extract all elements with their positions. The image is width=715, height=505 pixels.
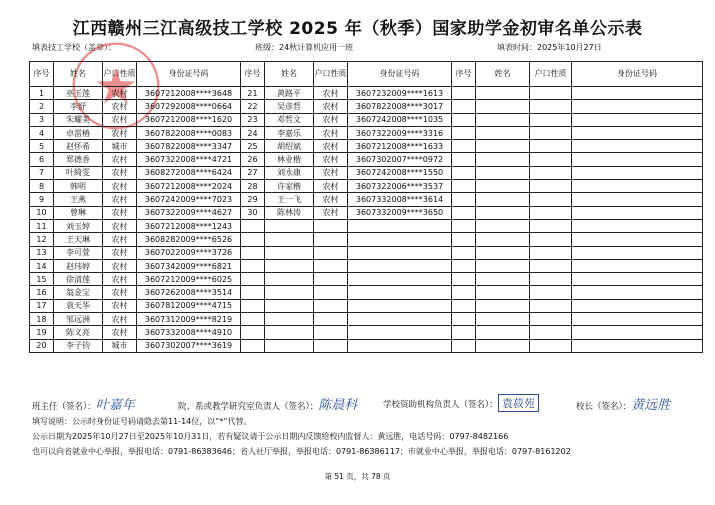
cell-no bbox=[452, 166, 476, 179]
cell-name bbox=[476, 206, 530, 219]
cell-name: 李嘉乐 bbox=[265, 126, 314, 139]
cell-name: 吴彦哲 bbox=[265, 100, 314, 113]
cell-id: 3607212009****6025 bbox=[137, 273, 241, 286]
cell-name: 叶綺雯 bbox=[54, 166, 103, 179]
cell-id: 3607212008****1243 bbox=[137, 219, 241, 232]
cell-no: 4 bbox=[30, 126, 54, 139]
cell-id bbox=[572, 219, 703, 232]
cell-hukou bbox=[314, 259, 348, 272]
cell-name bbox=[476, 286, 530, 299]
table-row bbox=[30, 193, 703, 206]
cell-hukou: 农村 bbox=[314, 100, 348, 113]
cell-no bbox=[241, 313, 265, 326]
cell-name: 黄路平 bbox=[265, 87, 314, 100]
cell-hukou: 农村 bbox=[103, 206, 137, 219]
table-row bbox=[30, 153, 703, 166]
cell-name: 陈义亮 bbox=[54, 326, 103, 339]
cell-hukou bbox=[530, 140, 572, 153]
cell-hukou bbox=[530, 126, 572, 139]
table-header bbox=[30, 62, 703, 87]
table-row bbox=[30, 140, 703, 153]
cell-id: 3607332009****3650 bbox=[348, 206, 452, 219]
cell-no bbox=[452, 113, 476, 126]
cell-name: 韩明 bbox=[54, 180, 103, 193]
cell-id bbox=[572, 206, 703, 219]
table-row bbox=[30, 259, 703, 272]
cell-no: 16 bbox=[30, 286, 54, 299]
header-name: 姓名 bbox=[265, 62, 314, 87]
cell-name: 林业楷 bbox=[265, 153, 314, 166]
cell-hukou bbox=[530, 299, 572, 312]
cell-hukou: 城市 bbox=[103, 140, 137, 153]
cell-no: 15 bbox=[30, 273, 54, 286]
cell-id bbox=[572, 313, 703, 326]
table-row bbox=[30, 206, 703, 219]
cell-hukou: 农村 bbox=[103, 193, 137, 206]
cell-hukou bbox=[530, 273, 572, 286]
cell-name: 巫玉莲 bbox=[54, 87, 103, 100]
cell-hukou: 农村 bbox=[314, 140, 348, 153]
cell-hukou bbox=[314, 299, 348, 312]
cell-id bbox=[572, 246, 703, 259]
cell-hukou: 农村 bbox=[103, 313, 137, 326]
cell-id: 3607302007****3619 bbox=[137, 339, 241, 352]
dept-signature: 院、系或教学研究室负责人（签名）：陈晨科 bbox=[178, 398, 358, 413]
cell-hukou bbox=[530, 166, 572, 179]
cell-id: 3607232009****1613 bbox=[348, 87, 452, 100]
cell-name: 王天琳 bbox=[54, 233, 103, 246]
header-name: 姓名 bbox=[476, 62, 530, 87]
principal-sign: 黄远胜 bbox=[631, 398, 671, 413]
cell-no: 17 bbox=[30, 299, 54, 312]
cell-id: 3608282009****6526 bbox=[137, 233, 241, 246]
cell-id: 3607342009****6821 bbox=[137, 259, 241, 272]
cell-hukou: 农村 bbox=[314, 126, 348, 139]
cell-hukou bbox=[530, 326, 572, 339]
cell-hukou bbox=[530, 313, 572, 326]
cell-id: 3607332008****3614 bbox=[348, 193, 452, 206]
cell-name bbox=[265, 339, 314, 352]
cell-no: 9 bbox=[30, 193, 54, 206]
cell-name bbox=[476, 299, 530, 312]
principal-signature: 校长（签名）：黄远胜 bbox=[576, 398, 671, 413]
cell-no: 18 bbox=[30, 313, 54, 326]
cell-id bbox=[572, 153, 703, 166]
cell-name: 袁天华 bbox=[54, 299, 103, 312]
cell-no bbox=[241, 219, 265, 232]
cell-no bbox=[241, 233, 265, 246]
cell-name bbox=[265, 286, 314, 299]
table-row bbox=[30, 299, 703, 312]
cell-hukou bbox=[530, 339, 572, 352]
cell-id bbox=[572, 326, 703, 339]
cell-hukou bbox=[530, 246, 572, 259]
roster-table bbox=[29, 61, 703, 353]
cell-hukou bbox=[314, 339, 348, 352]
cell-no: 6 bbox=[30, 153, 54, 166]
cell-no: 5 bbox=[30, 140, 54, 153]
cell-hukou: 农村 bbox=[103, 87, 137, 100]
cell-name: 郑德香 bbox=[54, 153, 103, 166]
cell-name bbox=[476, 100, 530, 113]
cell-id: 3607322009****4627 bbox=[137, 206, 241, 219]
cell-no bbox=[241, 339, 265, 352]
cell-id: 3607312009****8219 bbox=[137, 313, 241, 326]
header-id: 身份证号码 bbox=[348, 62, 452, 87]
cell-no: 1 bbox=[30, 87, 54, 100]
cell-hukou bbox=[314, 246, 348, 259]
cell-id: 3607322008****4721 bbox=[137, 153, 241, 166]
cell-no bbox=[241, 299, 265, 312]
table-row bbox=[30, 273, 703, 286]
table-row bbox=[30, 339, 703, 352]
cell-hukou bbox=[530, 259, 572, 272]
cell-no bbox=[452, 246, 476, 259]
fill-date: 填表时间：2025年10月27日 bbox=[497, 43, 602, 52]
cell-hukou: 农村 bbox=[103, 166, 137, 179]
cell-name bbox=[476, 126, 530, 139]
cell-name bbox=[476, 246, 530, 259]
report-hotlines: 也可以向省就业中心举报，举报电话：0791-86383646；省人社厅举报，举报电话：0791-86386117；市就业中心举报，举报电话：0797-8161202 bbox=[32, 447, 571, 456]
publicity-period: 公示日期为2025年10月27日至2025年10月31日，若有疑议请于公示日期内反馈给校内监督人：黄远胜，电话号码：0797-8482166 bbox=[32, 432, 509, 441]
cell-name bbox=[265, 299, 314, 312]
cell-id bbox=[572, 233, 703, 246]
cell-no bbox=[241, 273, 265, 286]
cell-no bbox=[452, 126, 476, 139]
cell-name: 赵怀希 bbox=[54, 140, 103, 153]
cell-no: 12 bbox=[30, 233, 54, 246]
cell-no bbox=[452, 206, 476, 219]
cell-name bbox=[476, 153, 530, 166]
cell-no bbox=[452, 273, 476, 286]
table-row bbox=[30, 313, 703, 326]
cell-hukou: 农村 bbox=[103, 100, 137, 113]
cell-hukou bbox=[530, 233, 572, 246]
cell-hukou: 农村 bbox=[314, 87, 348, 100]
cell-hukou: 农村 bbox=[103, 153, 137, 166]
cell-id: 3607302007****0972 bbox=[348, 153, 452, 166]
cell-name bbox=[476, 113, 530, 126]
school-label: 填表技工学校（盖章）： bbox=[32, 43, 116, 52]
cell-id bbox=[572, 286, 703, 299]
cell-hukou bbox=[530, 286, 572, 299]
cell-id: 3607822008****3347 bbox=[137, 140, 241, 153]
cell-id bbox=[348, 299, 452, 312]
table-row bbox=[30, 246, 703, 259]
cell-name bbox=[476, 193, 530, 206]
cell-id: 3607212008****2024 bbox=[137, 180, 241, 193]
cell-name: 朱耀美 bbox=[54, 113, 103, 126]
class-label: 班级：24秋计算机应用一班 bbox=[255, 43, 354, 52]
cell-name bbox=[476, 219, 530, 232]
cell-no: 8 bbox=[30, 180, 54, 193]
cell-no bbox=[452, 233, 476, 246]
cell-hukou: 农村 bbox=[103, 326, 137, 339]
cell-name: 邓哲文 bbox=[265, 113, 314, 126]
cell-hukou bbox=[530, 180, 572, 193]
cell-name: 李子钧 bbox=[54, 339, 103, 352]
cell-hukou: 农村 bbox=[314, 113, 348, 126]
cell-hukou: 农村 bbox=[103, 180, 137, 193]
cell-no bbox=[452, 193, 476, 206]
cell-no: 25 bbox=[241, 140, 265, 153]
cell-name bbox=[476, 313, 530, 326]
cell-no: 13 bbox=[30, 246, 54, 259]
header-no: 序号 bbox=[30, 62, 54, 87]
table-row bbox=[30, 166, 703, 179]
cell-hukou bbox=[530, 219, 572, 232]
cell-id: 3607812009****4715 bbox=[137, 299, 241, 312]
cell-hukou: 农村 bbox=[314, 180, 348, 193]
cell-name: 陈林涛 bbox=[265, 206, 314, 219]
cell-name: 李舒 bbox=[54, 100, 103, 113]
cell-id bbox=[572, 166, 703, 179]
cell-id: 3607212008****1633 bbox=[348, 140, 452, 153]
header-id: 身份证号码 bbox=[137, 62, 241, 87]
cell-no bbox=[452, 140, 476, 153]
cell-id bbox=[572, 259, 703, 272]
cell-name: 徐清莲 bbox=[54, 273, 103, 286]
cell-id bbox=[572, 140, 703, 153]
cell-no: 22 bbox=[241, 100, 265, 113]
cell-name bbox=[265, 313, 314, 326]
cell-hukou bbox=[314, 313, 348, 326]
cell-name bbox=[476, 339, 530, 352]
cell-hukou: 农村 bbox=[103, 246, 137, 259]
cell-no bbox=[241, 259, 265, 272]
cell-id bbox=[348, 273, 452, 286]
cell-name bbox=[476, 166, 530, 179]
cell-no: 28 bbox=[241, 180, 265, 193]
cell-name: 李可萱 bbox=[54, 246, 103, 259]
cell-id bbox=[572, 113, 703, 126]
cell-no bbox=[452, 313, 476, 326]
cell-hukou: 农村 bbox=[103, 299, 137, 312]
head-teacher-signature: 班主任（签名）：叶嘉年 bbox=[32, 398, 135, 413]
cell-name bbox=[476, 180, 530, 193]
cell-id bbox=[572, 126, 703, 139]
cell-hukou bbox=[530, 153, 572, 166]
cell-no bbox=[452, 87, 476, 100]
page-number: 第 51 页，共 78 页 bbox=[324, 472, 391, 481]
cell-id: 3607242008****1550 bbox=[348, 166, 452, 179]
head-teacher-sign: 叶嘉年 bbox=[95, 398, 135, 413]
header-hukou: 户口性质 bbox=[314, 62, 348, 87]
table-row bbox=[30, 286, 703, 299]
cell-name: 胡绍斌 bbox=[265, 140, 314, 153]
cell-id bbox=[348, 259, 452, 272]
cell-hukou: 城市 bbox=[103, 339, 137, 352]
cell-hukou bbox=[314, 286, 348, 299]
cell-no bbox=[452, 326, 476, 339]
cell-hukou: 农村 bbox=[103, 233, 137, 246]
header-no: 序号 bbox=[241, 62, 265, 87]
cell-name bbox=[265, 246, 314, 259]
cell-name bbox=[265, 259, 314, 272]
cell-id bbox=[348, 286, 452, 299]
cell-hukou: 农村 bbox=[314, 166, 348, 179]
cell-id: 3607322006****3537 bbox=[348, 180, 452, 193]
fill-instructions: 填写说明：公示时身份证号码请隐去第11-14位，以“*”代替。 bbox=[32, 417, 252, 426]
cell-no: 27 bbox=[241, 166, 265, 179]
table-row bbox=[30, 219, 703, 232]
cell-name: 刘玉婷 bbox=[54, 219, 103, 232]
cell-no bbox=[452, 259, 476, 272]
table-row bbox=[30, 326, 703, 339]
cell-hukou: 农村 bbox=[103, 113, 137, 126]
cell-name: 许家楷 bbox=[265, 180, 314, 193]
cell-id bbox=[348, 313, 452, 326]
cell-hukou bbox=[314, 273, 348, 286]
table-row bbox=[30, 180, 703, 193]
cell-id: 3607822008****0083 bbox=[137, 126, 241, 139]
cell-hukou: 农村 bbox=[314, 193, 348, 206]
cell-no bbox=[452, 286, 476, 299]
cell-id: 3607022009****3726 bbox=[137, 246, 241, 259]
cell-id: 3607332008****4910 bbox=[137, 326, 241, 339]
cell-id: 3607242009****7023 bbox=[137, 193, 241, 206]
cell-no: 3 bbox=[30, 113, 54, 126]
office-signature: 学校资助机构负责人（签名）： 袁菽苑 bbox=[383, 394, 539, 412]
cell-name bbox=[265, 273, 314, 286]
cell-hukou: 农村 bbox=[103, 286, 137, 299]
cell-hukou: 农村 bbox=[314, 153, 348, 166]
dept-sign: 陈晨科 bbox=[318, 398, 358, 413]
cell-hukou bbox=[530, 113, 572, 126]
cell-hukou: 农村 bbox=[103, 126, 137, 139]
cell-hukou bbox=[314, 326, 348, 339]
cell-id bbox=[572, 193, 703, 206]
cell-hukou bbox=[530, 206, 572, 219]
cell-name bbox=[476, 259, 530, 272]
cell-id: 3607322009****3316 bbox=[348, 126, 452, 139]
table-row bbox=[30, 126, 703, 139]
cell-name bbox=[265, 326, 314, 339]
cell-no: 19 bbox=[30, 326, 54, 339]
cell-name: 卓雷椿 bbox=[54, 126, 103, 139]
cell-id bbox=[348, 233, 452, 246]
cell-id bbox=[572, 87, 703, 100]
cell-id bbox=[348, 246, 452, 259]
cell-id: 3607822008****3017 bbox=[348, 100, 452, 113]
cell-hukou bbox=[314, 233, 348, 246]
cell-id bbox=[348, 219, 452, 232]
cell-name bbox=[476, 233, 530, 246]
cell-name: 翁金宝 bbox=[54, 286, 103, 299]
cell-name: 赵玮婷 bbox=[54, 259, 103, 272]
cell-hukou bbox=[530, 193, 572, 206]
cell-id bbox=[572, 180, 703, 193]
cell-name bbox=[265, 233, 314, 246]
cell-no: 23 bbox=[241, 113, 265, 126]
cell-no: 24 bbox=[241, 126, 265, 139]
cell-id bbox=[572, 100, 703, 113]
cell-no: 20 bbox=[30, 339, 54, 352]
cell-hukou bbox=[530, 87, 572, 100]
cell-name: 王燕 bbox=[54, 193, 103, 206]
cell-no bbox=[452, 299, 476, 312]
cell-name bbox=[476, 273, 530, 286]
cell-no: 29 bbox=[241, 193, 265, 206]
cell-no bbox=[452, 100, 476, 113]
cell-id: 3608272008****6424 bbox=[137, 166, 241, 179]
table-row bbox=[30, 113, 703, 126]
cell-no bbox=[452, 180, 476, 193]
cell-id bbox=[348, 326, 452, 339]
cell-id: 3607292008****0664 bbox=[137, 100, 241, 113]
cell-hukou: 农村 bbox=[103, 259, 137, 272]
cell-no bbox=[452, 219, 476, 232]
cell-id bbox=[348, 339, 452, 352]
cell-no bbox=[241, 286, 265, 299]
cell-name bbox=[476, 87, 530, 100]
cell-id: 3607242008****1035 bbox=[348, 113, 452, 126]
office-sign: 袁菽苑 bbox=[498, 394, 539, 412]
cell-id: 3607212008****1620 bbox=[137, 113, 241, 126]
cell-no bbox=[452, 153, 476, 166]
cell-name bbox=[476, 326, 530, 339]
cell-hukou: 农村 bbox=[103, 219, 137, 232]
header-id: 身份证号码 bbox=[572, 62, 703, 87]
cell-hukou: 农村 bbox=[103, 273, 137, 286]
cell-id: 3607212008****3648 bbox=[137, 87, 241, 100]
header-no: 序号 bbox=[452, 62, 476, 87]
cell-hukou: 农村 bbox=[314, 206, 348, 219]
cell-name bbox=[265, 219, 314, 232]
cell-no bbox=[452, 339, 476, 352]
cell-no: 14 bbox=[30, 259, 54, 272]
cell-no: 30 bbox=[241, 206, 265, 219]
cell-name: 曾琳 bbox=[54, 206, 103, 219]
cell-no: 26 bbox=[241, 153, 265, 166]
cell-no: 7 bbox=[30, 166, 54, 179]
cell-id bbox=[572, 299, 703, 312]
cell-id: 3607262008****3514 bbox=[137, 286, 241, 299]
cell-no bbox=[241, 246, 265, 259]
cell-name: 刘永康 bbox=[265, 166, 314, 179]
cell-name: 邹远洲 bbox=[54, 313, 103, 326]
cell-no: 21 bbox=[241, 87, 265, 100]
table-row bbox=[30, 233, 703, 246]
page-title: 江西赣州三江高级技工学校 2025 年（秋季）国家助学金初审名单公示表 bbox=[72, 19, 643, 39]
header-name: 姓名 bbox=[54, 62, 103, 87]
table-row bbox=[30, 100, 703, 113]
cell-no bbox=[241, 326, 265, 339]
cell-no: 2 bbox=[30, 100, 54, 113]
cell-id bbox=[572, 273, 703, 286]
cell-no: 11 bbox=[30, 219, 54, 232]
cell-name: 王一飞 bbox=[265, 193, 314, 206]
header-hukou: 户口性质 bbox=[103, 62, 137, 87]
cell-id bbox=[572, 339, 703, 352]
table-row bbox=[30, 87, 703, 100]
cell-hukou bbox=[314, 219, 348, 232]
cell-name bbox=[476, 140, 530, 153]
header-hukou: 户口性质 bbox=[530, 62, 572, 87]
cell-no: 10 bbox=[30, 206, 54, 219]
cell-hukou bbox=[530, 100, 572, 113]
